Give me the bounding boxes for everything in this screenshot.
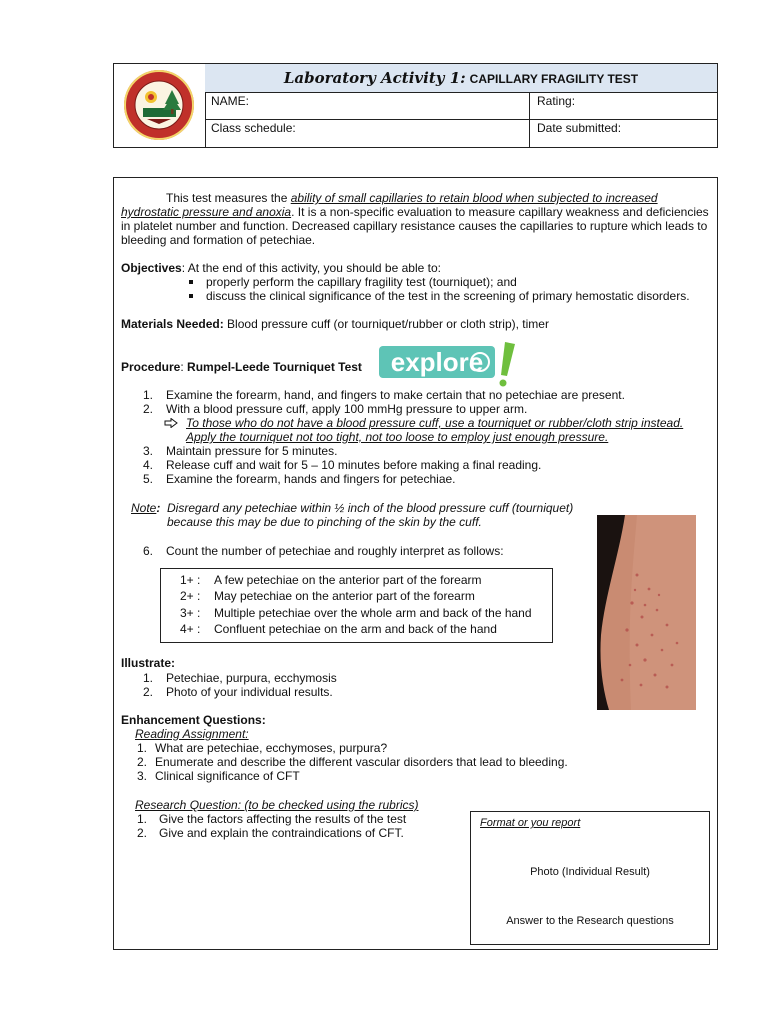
objective-item: properly perform the capillary fragility test (tourniquet); and — [206, 275, 517, 289]
materials-text: Blood pressure cuff (or tourniquet/rubber or cloth strip), timer — [227, 317, 549, 331]
tourniquet-note-2: Apply the tourniquet not too tight, not too loose to employ just enough pressure. — [186, 430, 609, 444]
activity-title-caps: CAPILLARY FRAGILITY TEST — [469, 72, 639, 86]
materials-line — [121, 317, 549, 331]
explore-logo-text: explore — [390, 347, 484, 377]
procedure-heading — [121, 360, 362, 374]
intro-underlined-2: hydrostatic pressure and anoxia — [121, 205, 292, 219]
illustrate-heading: Illustrate: — [121, 656, 176, 670]
intro-line-1 — [166, 191, 658, 205]
research-item: Give the factors affecting the results of the test — [159, 812, 407, 826]
petechiae-arm-photo — [597, 515, 696, 710]
rating-label: Rating: — [537, 94, 576, 108]
reading-number: 1. — [137, 741, 148, 755]
bullet-icon — [189, 280, 193, 284]
step-number: 2. — [143, 402, 154, 416]
materials-label: Materials Needed: — [121, 317, 224, 331]
grade-desc: May petechiae on the anterior part of the forearm — [214, 589, 475, 603]
note-label: Note — [131, 501, 157, 515]
header-table — [113, 63, 718, 148]
tourniquet-note-1: To those who do not have a blood pressure cuff, use a tourniquet or rubber/cloth strip instead. — [186, 416, 684, 430]
intro-line-4: bleeding and formation of petechiae. — [121, 233, 316, 247]
objectives-text: : At the end of this activity, you should be able to: — [181, 261, 441, 275]
objectives-heading — [121, 261, 441, 275]
activity-title — [205, 64, 717, 93]
intro-lead: This test measures the — [166, 191, 291, 205]
procedure-step: Release cuff and wait for 5 – 10 minutes before making a final reading. — [166, 458, 542, 472]
explore-logo — [377, 338, 525, 388]
procedure-step: With a blood pressure cuff, apply 100 mmHg pressure to upper arm. — [166, 402, 528, 416]
procedure-step: Maintain pressure for 5 minutes. — [166, 444, 338, 458]
note-label-line — [131, 501, 160, 515]
illustrate-item: Photo of your individual results. — [166, 685, 333, 699]
grade-label: 1+ : — [180, 573, 201, 587]
procedure-step: Examine the forearm, hands and fingers for petechiae. — [166, 472, 456, 486]
reading-assignment-label: Reading Assignment: — [135, 727, 249, 741]
school-seal-cell — [114, 64, 206, 147]
illustrate-item: Petechiae, purpura, ecchymosis — [166, 671, 337, 685]
research-item: Give and explain the contraindications of CFT. — [159, 826, 404, 840]
name-label: NAME: — [211, 94, 250, 108]
procedure-step: Examine the forearm, hand, and fingers to make certain that no petechiae are present. — [166, 388, 625, 402]
note-colon: : — [156, 501, 161, 515]
illustrate-number: 2. — [143, 685, 154, 699]
illustrate-number: 1. — [143, 671, 154, 685]
procedure-colon: : — [180, 360, 188, 374]
date-submitted-field[interactable] — [530, 119, 717, 147]
activity-title-script: Laboratory Activity 1: — [283, 69, 466, 87]
enhancement-heading: Enhancement Questions: — [121, 713, 266, 727]
intro-line-3: in platelet number and function. Decreased capillary resistance causes the capillaries to rupture which leads to — [121, 219, 708, 233]
grade-desc: A few petechiae on the anterior part of the forearm — [214, 573, 482, 587]
date-submitted-label: Date submitted: — [537, 121, 622, 135]
format-box-line-1: Photo (Individual Result) — [530, 866, 650, 878]
procedure-step: Count the number of petechiae and roughly interpret as follows: — [166, 544, 504, 558]
reading-number: 3. — [137, 769, 148, 783]
step-number: 6. — [143, 544, 154, 558]
step-number: 1. — [143, 388, 154, 402]
intro-rest-1: . It is a non-specific evaluation to measure capillary weakness and deficiencies — [291, 205, 709, 219]
rating-field[interactable] — [530, 92, 717, 119]
research-question-label: Research Question: (to be checked using the rubrics) — [135, 798, 419, 812]
procedure-name: Rumpel-Leede Tourniquet Test — [187, 360, 362, 374]
format-box-line-2: Answer to the Research questions — [506, 915, 674, 927]
arrow-right-icon — [164, 418, 178, 428]
intro-underlined-1: ability of small capillaries to retain blood when subjected to increased — [290, 191, 658, 205]
reading-number: 2. — [137, 755, 148, 769]
grade-label: 2+ : — [180, 589, 201, 603]
bullet-icon — [189, 294, 193, 298]
note-line-2: because this may be due to pinching of the skin by the cuff. — [167, 515, 482, 529]
research-number: 1. — [137, 812, 148, 826]
step-number: 4. — [143, 458, 154, 472]
class-schedule-label: Class schedule: — [211, 121, 296, 135]
class-schedule-field[interactable] — [205, 119, 530, 147]
objectives-label: Objectives — [121, 261, 182, 275]
grade-desc: Multiple petechiae over the whole arm and back of the hand — [214, 606, 532, 620]
note-line-1: Disregard any petechiae within ½ inch of the blood pressure cuff (tourniquet) — [167, 501, 574, 515]
grade-label: 4+ : — [180, 622, 201, 636]
grade-desc: Confluent petechiae on the arm and back of the hand — [214, 622, 497, 636]
reading-item: Enumerate and describe the different vascular disorders that lead to bleeding. — [155, 755, 568, 769]
step-number: 5. — [143, 472, 154, 486]
procedure-label: Procedure — [121, 360, 181, 374]
grade-label: 3+ : — [180, 606, 201, 620]
reading-item: What are petechiae, ecchymoses, purpura? — [155, 741, 388, 755]
intro-line-2 — [121, 205, 709, 219]
reading-item: Clinical significance of CFT — [155, 769, 300, 783]
school-seal-logo — [114, 64, 205, 147]
research-number: 2. — [137, 826, 148, 840]
objective-item: discuss the clinical significance of the test in the screening of primary hemostatic disorders. — [206, 289, 690, 303]
name-field[interactable] — [205, 92, 530, 119]
step-number: 3. — [143, 444, 154, 458]
format-box-title: Format or you report — [480, 817, 581, 829]
